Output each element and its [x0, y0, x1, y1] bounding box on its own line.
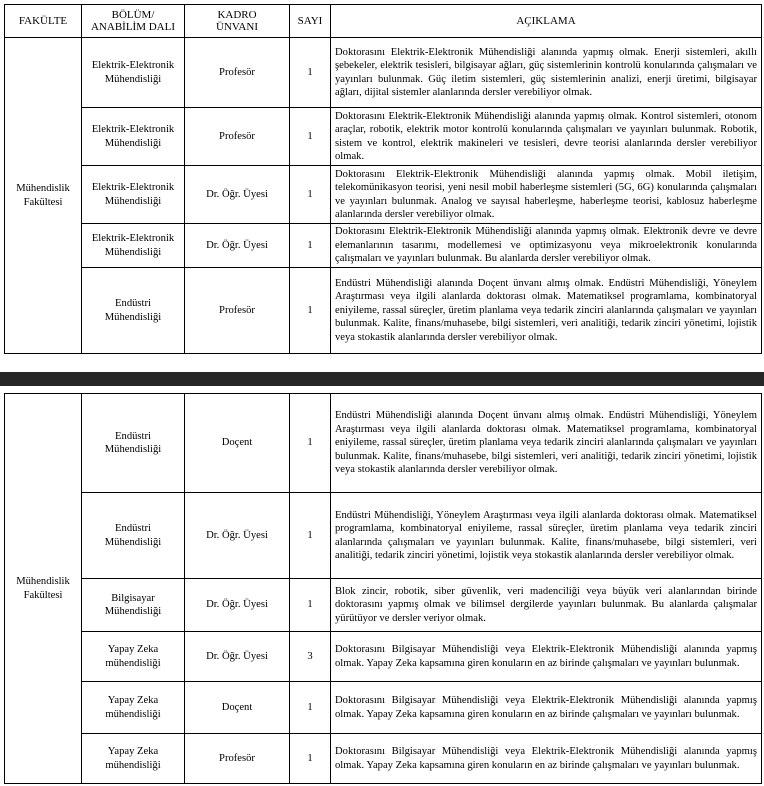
count-cell: 1 [290, 268, 331, 354]
count-cell: 3 [290, 632, 331, 682]
count-cell: 1 [290, 394, 331, 493]
description-cell: Doktorasını Bilgisayar Mühendisliği veya Elektrik-Elektronik Mühendisliği alanında yapmış olmak. Yapay Zeka kapsamına giren konuların en az birinde çalışmaları ve yayınları bulunmak. [331, 632, 762, 682]
description-cell: Doktorasını Elektrik-Elektronik Mühendisliği alanında yapmış olmak. Mobil iletişim, telekomünikasyon teorisi, yeni nesil mobil haberleşme sistemleri (5G, 6G) konularında çalışmaları ve yayınları bulunmak. Analog ve sayısal haberleşme, haberleşme teorisi, kablosuz haberleşme alanlarında dersler verebiliyor olmak. [331, 166, 762, 224]
department-cell: Bilgisayar Mühendisliği [82, 579, 185, 632]
department-cell: Endüstri Mühendisliği [82, 394, 185, 493]
title-cell: Doçent [185, 394, 290, 493]
table-row [5, 166, 762, 224]
title-cell: Profesör [185, 734, 290, 784]
department-cell: Yapay Zeka mühendisliği [82, 632, 185, 682]
description-cell: Doktorasını Elektrik-Elektronik Mühendisliği alanında yapmış olmak. Enerji sistemleri, akıllı şebekeler, elektrik tesisleri, bilgisayar ağları, güç sistemlerinin kontrolü konularında çalışmaları ve yayınları bulunmak. Güç iletim sistemleri, güç sistemlerinin analizi, enerji üretimi, bilgisayar ağları, dijital sistemler alanlarında dersler verebiliyor olmak. [331, 38, 762, 108]
description-cell: Blok zincir, robotik, siber güvenlik, veri madenciliği veya büyük veri alanlarından birinde doktorasını yapmış olmak ve bilimsel dergilerde yayınları bulunmak. Bu alanlarda çalışmalar yürütüyor ve dersler veriyor olmak. [331, 579, 762, 632]
header-kadro: KADRO ÜNVANI [185, 5, 290, 38]
title-cell: Doçent [185, 682, 290, 734]
department-cell: Elektrik-Elektronik Mühendisliği [82, 108, 185, 166]
title-cell: Dr. Öğr. Üyesi [185, 224, 290, 268]
title-cell: Profesör [185, 268, 290, 354]
description-cell: Doktorasını Bilgisayar Mühendisliği veya Elektrik-Elektronik Mühendisliği alanında yapmış olmak. Yapay Zeka kapsamına giren konuların en az birinde çalışmaları ve yayınları bulunmak. [331, 682, 762, 734]
table-row [5, 682, 762, 734]
table-row [5, 493, 762, 579]
table-row [5, 224, 762, 268]
table-row [5, 632, 762, 682]
count-cell: 1 [290, 493, 331, 579]
table-row [5, 108, 762, 166]
header-bolum: BÖLÜM/ ANABİLİM DALI [82, 5, 185, 38]
department-cell: Endüstri Mühendisliği [82, 493, 185, 579]
title-cell: Dr. Öğr. Üyesi [185, 579, 290, 632]
title-cell: Dr. Öğr. Üyesi [185, 632, 290, 682]
count-cell: 1 [290, 734, 331, 784]
description-cell: Doktorasını Elektrik-Elektronik Mühendisliği alanında yapmış olmak. Elektronik devre ve devre elemanlarının tasarımı, modellemesi ve optimizasyonu veya mikroelektronik konularında çalışmaları ve yayınları bulunmak. Bu alanlarda dersler verebiliyor olmak. [331, 224, 762, 268]
faculty-cell: Mühendislik Fakültesi [5, 394, 82, 784]
description-cell: Endüstri Mühendisliği, Yöneylem Araştırması veya ilgili alanlarda doktorası olmak. Matematiksel programlama, kombinatoryal eniyileme, rassal süreçler, üretim planlama veya tedarik zinciri alanlarında çalışmaları ve yayınları bulunmak. Kalite, finans/muhasebe, bilgi sistemleri, veri analitiği, tedarik zinciri yönetimi, lojistik veya stokastik alanlarında dersler verebiliyor olmak. [331, 493, 762, 579]
header-aciklama: AÇIKLAMA [331, 5, 762, 38]
page-separator [0, 372, 764, 386]
positions-table-1 [4, 4, 762, 354]
description-cell: Doktorasını Bilgisayar Mühendisliği veya Elektrik-Elektronik Mühendisliği alanında yapmış olmak. Yapay Zeka kapsamına giren konuların en az birinde çalışmaları ve yayınları bulunmak. [331, 734, 762, 784]
count-cell: 1 [290, 682, 331, 734]
header-sayi: SAYI [290, 5, 331, 38]
table-row [5, 268, 762, 354]
title-cell: Dr. Öğr. Üyesi [185, 166, 290, 224]
table-row [5, 394, 762, 493]
table-row [5, 579, 762, 632]
title-cell: Dr. Öğr. Üyesi [185, 493, 290, 579]
department-cell: Yapay Zeka mühendisliği [82, 682, 185, 734]
count-cell: 1 [290, 166, 331, 224]
faculty-cell: Mühendislik Fakültesi [5, 38, 82, 354]
department-cell: Elektrik-Elektronik Mühendisliği [82, 166, 185, 224]
table-row [5, 38, 762, 108]
count-cell: 1 [290, 579, 331, 632]
description-cell: Doktorasını Elektrik-Elektronik Mühendisliği alanında yapmış olmak. Kontrol sistemleri, otonom araçlar, robotik, elektrik motor kontrolü konularında çalışmaları ve yayınları bulunmak. Robotik, sistem ve kontrol, elektrik makineleri ve tesisleri, devre teorisi alanlarında dersler verebiliyor olmak. [331, 108, 762, 166]
department-cell: Elektrik-Elektronik Mühendisliği [82, 224, 185, 268]
department-cell: Elektrik-Elektronik Mühendisliği [82, 38, 185, 108]
positions-table-2 [4, 393, 762, 784]
count-cell: 1 [290, 38, 331, 108]
department-cell: Endüstri Mühendisliği [82, 268, 185, 354]
count-cell: 1 [290, 108, 331, 166]
count-cell: 1 [290, 224, 331, 268]
header-fakulte: FAKÜLTE [5, 5, 82, 38]
title-cell: Profesör [185, 108, 290, 166]
table-row [5, 734, 762, 784]
description-cell: Endüstri Mühendisliği alanında Doçent ünvanı almış olmak. Endüstri Mühendisliği, Yöneylem Araştırması veya ilgili alanlarda doktorası olmak. Matematiksel programlama, kombinatoryal eniyileme, rassal süreçler, üretim planlama veya tedarik zinciri alanlarında çalışmaları ve yayınları bulunmak. Kalite, finans/muhasebe, bilgi sistemleri, veri analitiği, tedarik zinciri yönetimi, lojistik veya stokastik alanlarında dersler verebiliyor olmak. [331, 268, 762, 354]
department-cell: Yapay Zeka mühendisliği [82, 734, 185, 784]
description-cell: Endüstri Mühendisliği alanında Doçent ünvanı almış olmak. Endüstri Mühendisliği, Yöneylem Araştırması veya ilgili alanlarda doktorası olmak. Matematiksel programlama, kombinatoryal eniyileme, rassal süreçler, üretim planlama veya tedarik zinciri alanlarında çalışmaları ve yayınları bulunmak. Kalite, finans/muhasebe, bilgi sistemleri, veri analitiği, tedarik zinciri yönetimi, lojistik veya stokastik alanlarında dersler verebiliyor olmak. [331, 394, 762, 493]
title-cell: Profesör [185, 38, 290, 108]
